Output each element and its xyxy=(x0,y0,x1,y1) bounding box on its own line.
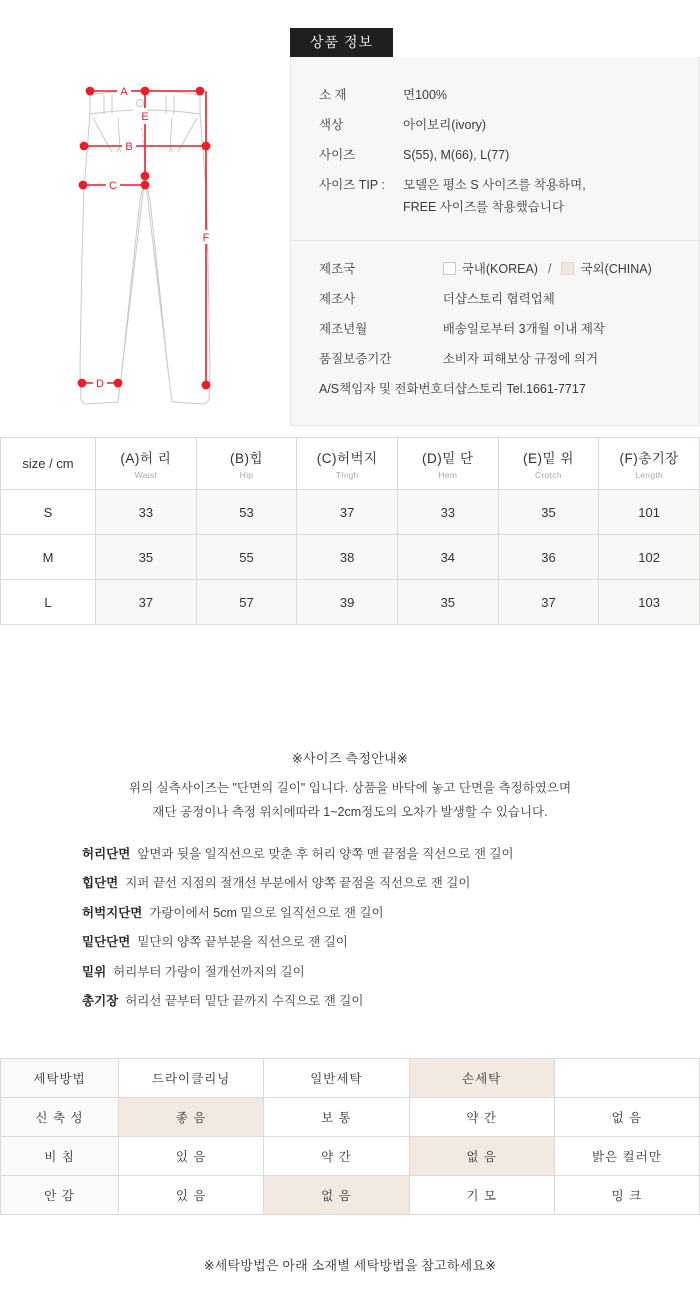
measurement-guide xyxy=(0,748,700,825)
diagram-label-d: D xyxy=(96,378,104,390)
product-info-panel xyxy=(290,57,700,426)
size-chart-header-row xyxy=(1,438,700,490)
size-m-length: 102 xyxy=(599,535,700,580)
measurement-guide-title: ※사이즈 측정안내※ xyxy=(291,751,409,766)
manufacture-row-warranty xyxy=(291,345,699,375)
spec-label-material: 소 재 xyxy=(319,88,347,102)
manufacture-value-warranty: 소비자 피해보상 규정에 의거 xyxy=(442,352,599,366)
table-row xyxy=(1,580,700,625)
diagram-label-a: A xyxy=(120,86,128,98)
care-lining-none: 없 음 xyxy=(264,1176,409,1215)
care-row-label-stretch: 신 축 성 xyxy=(1,1098,119,1137)
col-hem-kr: (D)밑 단 xyxy=(422,451,474,466)
size-chart-corner-label: size / cm xyxy=(1,438,96,490)
spec-value-size: S(55), M(66), L(77) xyxy=(403,147,510,162)
definition-term-waist: 허리단면 xyxy=(82,847,131,861)
table-row xyxy=(1,1098,700,1137)
product-info-title: 상품 정보 xyxy=(290,28,393,57)
manufacture-row-origin xyxy=(291,255,699,285)
definition-waist xyxy=(0,840,700,869)
col-thigh-en: Thigh xyxy=(335,470,359,480)
diagram-label-c: C xyxy=(109,180,117,192)
col-waist-kr: (A)허 리 xyxy=(120,451,172,466)
care-wash-hand: 손세탁 xyxy=(409,1059,554,1098)
care-stretch-slight: 약 간 xyxy=(409,1098,554,1137)
definition-desc-crotch: 허리부터 가랑이 절개선까지의 길이 xyxy=(113,964,305,979)
definition-crotch xyxy=(0,958,700,987)
definition-desc-waist: 앞면과 뒷을 일직선으로 맞춘 후 허리 양쪽 맨 끝점을 직선으로 잰 길이 xyxy=(137,847,514,861)
table-row xyxy=(1,535,700,580)
size-row-label-s: S xyxy=(1,490,96,535)
product-info-block xyxy=(290,28,700,426)
size-m-thigh: 38 xyxy=(297,535,398,580)
size-chart-col-hip xyxy=(196,438,297,490)
spec-label-size-tip: 사이즈 TIP : xyxy=(319,177,385,192)
care-stretch-normal: 보 통 xyxy=(264,1098,409,1137)
size-chart-col-hem xyxy=(397,438,498,490)
spec-label-size: 사이즈 xyxy=(319,147,356,162)
col-waist-en: Waist xyxy=(134,470,158,480)
size-l-thigh: 39 xyxy=(297,580,398,625)
table-row xyxy=(1,1137,700,1176)
size-chart-col-crotch xyxy=(498,438,599,490)
diagram-label-e: E xyxy=(141,111,149,123)
spec-label-color: 색상 xyxy=(319,117,344,132)
care-instructions-section xyxy=(0,1058,700,1215)
manufacture-label-origin: 제조국 xyxy=(319,262,356,277)
col-length-kr: (F)총기장 xyxy=(619,451,679,466)
definition-term-crotch: 밑위 xyxy=(82,964,107,979)
manufacture-value-date: 배송일로부터 3개월 이내 제작 xyxy=(442,322,605,337)
size-l-length: 103 xyxy=(599,580,700,625)
size-chart-col-thigh xyxy=(297,438,398,490)
care-lining-yes: 있 음 xyxy=(119,1176,264,1215)
size-tip-line-1: 모델은 평소 S 사이즈를 착용하며, xyxy=(403,177,586,192)
manufacture-table xyxy=(291,255,699,404)
checkbox-origin-china[interactable] xyxy=(561,262,574,275)
col-hip-kr: (B)힙 xyxy=(229,451,263,466)
size-m-hip: 55 xyxy=(196,535,297,580)
care-sheer-light-colors: 밝은 컬러만 xyxy=(554,1137,699,1176)
size-chart-table xyxy=(0,437,700,625)
manufacture-row-as-contact xyxy=(291,375,699,405)
measurement-definitions xyxy=(0,840,700,1016)
panel-divider xyxy=(291,240,699,241)
care-wash-empty xyxy=(554,1059,699,1098)
definition-term-hem: 밑단단면 xyxy=(82,935,131,950)
manufacture-label-warranty: 품질보증기간 xyxy=(319,352,392,366)
spec-row-size-tip xyxy=(291,171,699,223)
manufacture-label-as-contact: A/S책임자 및 전화번호 xyxy=(319,381,443,396)
table-row xyxy=(1,490,700,535)
manufacture-value-origin xyxy=(443,255,699,285)
origin-china-label: 국외(CHINA) xyxy=(580,262,652,277)
col-length-en: Length xyxy=(635,470,664,480)
definition-term-hip: 힙단면 xyxy=(82,876,119,891)
spec-row-material xyxy=(291,81,699,111)
size-s-length: 101 xyxy=(599,490,700,535)
care-instructions-note: ※세탁방법은 아래 소재별 세탁방법을 참고하세요※ xyxy=(203,1258,497,1273)
spec-value-material: 면100% xyxy=(403,88,448,102)
definition-term-length: 총기장 xyxy=(82,993,119,1008)
size-row-label-l: L xyxy=(1,580,96,625)
size-chart-col-length xyxy=(599,438,700,490)
definition-desc-hem: 밑단의 양쪽 끝부분을 직선으로 잰 길이 xyxy=(137,935,348,950)
pants-measurement-diagram xyxy=(60,70,290,420)
table-row xyxy=(1,1176,700,1215)
col-crotch-kr: (E)밑 위 xyxy=(523,451,574,466)
col-hip-en: Hip xyxy=(239,470,254,480)
spec-value-color: 아이보리(ivory) xyxy=(403,117,487,132)
col-hem-en: Hem xyxy=(438,470,458,480)
definition-term-thigh: 허벅지단면 xyxy=(82,905,143,920)
size-l-waist: 37 xyxy=(96,580,197,625)
size-m-crotch: 36 xyxy=(498,535,599,580)
spec-row-color xyxy=(291,111,699,141)
definition-length xyxy=(0,987,700,1016)
manufacture-label-date: 제조년월 xyxy=(319,322,368,337)
care-wash-dry-clean: 드라이클리닝 xyxy=(119,1059,264,1098)
specs-table xyxy=(291,81,699,222)
origin-korea-label: 국내(KOREA) xyxy=(461,262,538,277)
size-m-waist: 35 xyxy=(96,535,197,580)
size-l-hip: 57 xyxy=(196,580,297,625)
size-l-crotch: 37 xyxy=(498,580,599,625)
col-thigh-kr: (C)허벅지 xyxy=(316,451,378,466)
care-lining-mink: 밍 크 xyxy=(554,1176,699,1215)
care-row-label-sheerness: 비 침 xyxy=(1,1137,119,1176)
size-s-crotch: 35 xyxy=(498,490,599,535)
top-section xyxy=(0,0,700,430)
care-lining-fleece: 기 모 xyxy=(409,1176,554,1215)
size-m-hem: 34 xyxy=(397,535,498,580)
diagram-label-b: B xyxy=(125,141,133,153)
spec-value-size-tip xyxy=(403,171,699,223)
table-row xyxy=(1,1059,700,1098)
care-row-label-wash-method: 세탁방법 xyxy=(1,1059,119,1098)
measurement-guide-line-2: 재단 공정이나 측정 위치에따라 1~2cm정도의 오차가 발생할 수 있습니다. xyxy=(152,805,548,820)
size-chart-section xyxy=(0,437,700,625)
spec-row-size xyxy=(291,141,699,171)
definition-thigh xyxy=(0,899,700,928)
size-s-hem: 33 xyxy=(397,490,498,535)
manufacture-row-date xyxy=(291,315,699,345)
size-l-hem: 35 xyxy=(397,580,498,625)
definition-desc-length: 허리선 끝부터 밑단 끝까지 수직으로 잰 길이 xyxy=(125,993,364,1008)
pants-diagram-svg xyxy=(60,70,290,420)
size-row-label-m: M xyxy=(1,535,96,580)
care-sheer-slight: 약 간 xyxy=(264,1137,409,1176)
size-s-waist: 33 xyxy=(96,490,197,535)
definition-hem xyxy=(0,928,700,957)
manufacture-label-maker: 제조사 xyxy=(319,292,356,307)
care-instructions-table xyxy=(0,1058,700,1215)
size-s-hip: 53 xyxy=(196,490,297,535)
care-stretch-none: 없 음 xyxy=(554,1098,699,1137)
size-chart-col-waist xyxy=(96,438,197,490)
col-crotch-en: Crotch xyxy=(535,470,562,480)
manufacture-value-maker: 더샵스토리 협력업체 xyxy=(442,292,555,307)
checkbox-origin-korea[interactable] xyxy=(443,262,456,275)
care-wash-machine: 일반세탁 xyxy=(264,1059,409,1098)
definition-desc-thigh: 가랑이에서 5cm 밑으로 일직선으로 잰 길이 xyxy=(149,905,384,920)
care-sheer-none: 없 음 xyxy=(409,1137,554,1176)
definition-hip xyxy=(0,869,700,898)
care-sheer-yes: 있 음 xyxy=(119,1137,264,1176)
measurement-guide-line-1: 위의 실측사이즈는 "단면의 길이" 입니다. 상품을 바닥에 놓고 단면을 측정하였으며 xyxy=(128,781,572,795)
care-stretch-good: 좋 음 xyxy=(119,1098,264,1137)
care-row-label-lining: 안 감 xyxy=(1,1176,119,1215)
size-tip-line-2: FREE 사이즈를 착용했습니다 xyxy=(403,199,565,214)
diagram-label-f: F xyxy=(202,232,210,244)
size-s-thigh: 37 xyxy=(297,490,398,535)
origin-separator: / xyxy=(547,262,552,277)
manufacture-row-maker xyxy=(291,285,699,315)
definition-desc-hip: 지퍼 끝선 지점의 절개선 부분에서 양쪽 끝점을 직선으로 잰 길이 xyxy=(125,876,471,891)
manufacture-value-as-contact: 더샵스토리 Tel.1661-7717 xyxy=(442,381,586,396)
